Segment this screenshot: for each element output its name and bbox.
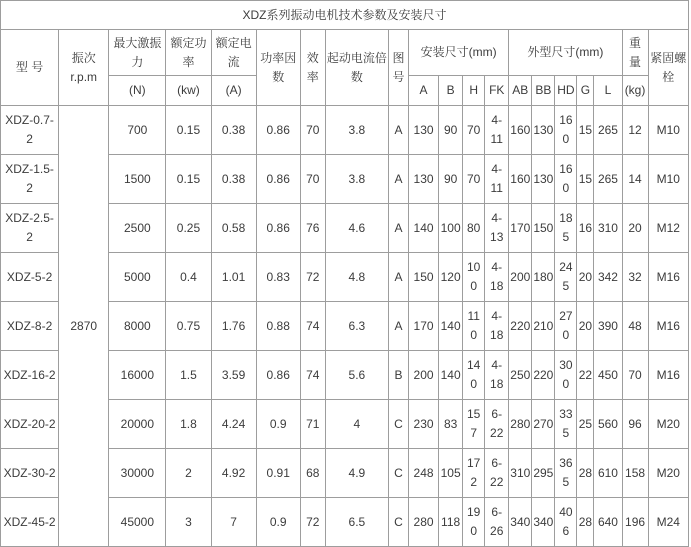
cell-weight-kg: 48 bbox=[622, 302, 648, 351]
cell-bolt: M16 bbox=[648, 351, 688, 400]
cell-dim-b: 105 bbox=[439, 449, 463, 498]
cell-weight-kg: 14 bbox=[622, 155, 648, 204]
cell-dim-h: 190 bbox=[463, 498, 485, 547]
cell-dim-ab: 220 bbox=[509, 302, 532, 351]
cell-current-a: 1.01 bbox=[211, 253, 256, 302]
col-header-dim-a: A bbox=[409, 76, 439, 106]
cell-force-n: 5000 bbox=[109, 253, 166, 302]
col-header-weight: 重量 bbox=[622, 30, 648, 76]
rpm-label: 振次 bbox=[71, 50, 96, 65]
cell-start-current-ratio: 4.9 bbox=[325, 449, 388, 498]
cell-dim-hd: 270 bbox=[555, 302, 577, 351]
cell-figure-no: A bbox=[388, 302, 408, 351]
cell-efficiency: 70 bbox=[300, 106, 325, 155]
cell-dim-h: 70 bbox=[463, 155, 485, 204]
cell-dim-a: 200 bbox=[409, 351, 439, 400]
cell-weight-kg: 96 bbox=[622, 400, 648, 449]
col-header-bolt: 紧固螺栓 bbox=[648, 30, 688, 106]
cell-figure-no: A bbox=[388, 106, 408, 155]
cell-force-n: 20000 bbox=[109, 400, 166, 449]
cell-dim-b: 83 bbox=[439, 400, 463, 449]
cell-power-kw: 2 bbox=[166, 449, 211, 498]
cell-power-factor: 0.83 bbox=[256, 253, 300, 302]
cell-weight-kg: 158 bbox=[622, 449, 648, 498]
cell-dim-l: 450 bbox=[594, 351, 622, 400]
col-header-dim-b: B bbox=[439, 76, 463, 106]
cell-dim-fk: 6-26 bbox=[485, 498, 509, 547]
cell-dim-ab: 160 bbox=[509, 106, 532, 155]
col-header-dim-hd: HD bbox=[555, 76, 577, 106]
cell-figure-no: A bbox=[388, 204, 408, 253]
cell-model: XDZ-30-2 bbox=[1, 449, 59, 498]
cell-current-a: 4.24 bbox=[211, 400, 256, 449]
cell-force-n: 45000 bbox=[109, 498, 166, 547]
cell-dim-bb: 210 bbox=[532, 302, 555, 351]
cell-efficiency: 71 bbox=[300, 400, 325, 449]
cell-model: XDZ-2.5-2 bbox=[1, 204, 59, 253]
col-header-power-unit: (kw) bbox=[166, 76, 211, 106]
cell-figure-no: A bbox=[388, 253, 408, 302]
cell-dim-fk: 6-22 bbox=[485, 400, 509, 449]
cell-figure-no: B bbox=[388, 351, 408, 400]
cell-dim-hd: 365 bbox=[555, 449, 577, 498]
cell-dim-bb: 150 bbox=[532, 204, 555, 253]
cell-force-n: 16000 bbox=[109, 351, 166, 400]
cell-dim-ab: 340 bbox=[509, 498, 532, 547]
col-header-start-ratio: 起动电流倍数 bbox=[325, 30, 388, 106]
cell-current-a: 3.59 bbox=[211, 351, 256, 400]
cell-power-factor: 0.91 bbox=[256, 449, 300, 498]
cell-dim-ab: 280 bbox=[509, 400, 532, 449]
cell-power-kw: 1.5 bbox=[166, 351, 211, 400]
cell-power-kw: 0.15 bbox=[166, 106, 211, 155]
cell-figure-no: C bbox=[388, 498, 408, 547]
cell-dim-fk: 6-22 bbox=[485, 449, 509, 498]
cell-dim-bb: 180 bbox=[532, 253, 555, 302]
cell-dim-h: 80 bbox=[463, 204, 485, 253]
cell-dim-g: 25 bbox=[577, 400, 594, 449]
cell-dim-a: 140 bbox=[409, 204, 439, 253]
cell-power-factor: 0.86 bbox=[256, 351, 300, 400]
cell-dim-b: 140 bbox=[439, 302, 463, 351]
cell-power-factor: 0.9 bbox=[256, 400, 300, 449]
col-header-dim-l: L bbox=[594, 76, 622, 106]
col-header-power-factor: 功率因数 bbox=[256, 30, 300, 106]
cell-force-n: 1500 bbox=[109, 155, 166, 204]
cell-power-kw: 3 bbox=[166, 498, 211, 547]
cell-current-a: 0.38 bbox=[211, 106, 256, 155]
cell-dim-b: 120 bbox=[439, 253, 463, 302]
cell-force-n: 8000 bbox=[109, 302, 166, 351]
cell-efficiency: 70 bbox=[300, 155, 325, 204]
cell-dim-hd: 300 bbox=[555, 351, 577, 400]
cell-figure-no: A bbox=[388, 155, 408, 204]
table-row bbox=[1, 106, 689, 155]
cell-dim-a: 170 bbox=[409, 302, 439, 351]
cell-dim-h: 172 bbox=[463, 449, 485, 498]
cell-efficiency: 72 bbox=[300, 253, 325, 302]
cell-current-a: 0.58 bbox=[211, 204, 256, 253]
cell-dim-hd: 335 bbox=[555, 400, 577, 449]
cell-start-current-ratio: 5.6 bbox=[325, 351, 388, 400]
cell-dim-a: 248 bbox=[409, 449, 439, 498]
cell-dim-fk: 4-11 bbox=[485, 155, 509, 204]
cell-start-current-ratio: 4.8 bbox=[325, 253, 388, 302]
cell-dim-g: 15 bbox=[577, 106, 594, 155]
col-header-efficiency: 效率 bbox=[300, 30, 325, 106]
col-header-force-unit: (N) bbox=[109, 76, 166, 106]
col-header-force: 最大激振力 bbox=[109, 30, 166, 76]
cell-dim-l: 265 bbox=[594, 106, 622, 155]
cell-dim-a: 280 bbox=[409, 498, 439, 547]
cell-start-current-ratio: 3.8 bbox=[325, 155, 388, 204]
cell-start-current-ratio: 4 bbox=[325, 400, 388, 449]
cell-weight-kg: 196 bbox=[622, 498, 648, 547]
cell-dim-bb: 270 bbox=[532, 400, 555, 449]
col-header-dim-fk: FK bbox=[485, 76, 509, 106]
cell-dim-g: 28 bbox=[577, 498, 594, 547]
col-header-rpm bbox=[59, 30, 109, 106]
title-row bbox=[1, 1, 689, 30]
cell-dim-fk: 4-18 bbox=[485, 302, 509, 351]
cell-weight-kg: 70 bbox=[622, 351, 648, 400]
cell-power-kw: 0.15 bbox=[166, 155, 211, 204]
cell-dim-g: 16 bbox=[577, 204, 594, 253]
cell-dim-b: 90 bbox=[439, 106, 463, 155]
cell-bolt: M20 bbox=[648, 449, 688, 498]
cell-efficiency: 76 bbox=[300, 204, 325, 253]
cell-dim-hd: 406 bbox=[555, 498, 577, 547]
col-header-outline-dims: 外型尺寸(mm) bbox=[509, 30, 622, 76]
col-header-mount-dims: 安装尺寸(mm) bbox=[409, 30, 509, 76]
cell-force-n: 700 bbox=[109, 106, 166, 155]
cell-dim-l: 390 bbox=[594, 302, 622, 351]
cell-dim-hd: 160 bbox=[555, 155, 577, 204]
cell-dim-g: 20 bbox=[577, 253, 594, 302]
cell-dim-l: 560 bbox=[594, 400, 622, 449]
cell-model: XDZ-5-2 bbox=[1, 253, 59, 302]
cell-dim-b: 140 bbox=[439, 351, 463, 400]
cell-dim-h: 157 bbox=[463, 400, 485, 449]
cell-dim-l: 610 bbox=[594, 449, 622, 498]
cell-power-factor: 0.88 bbox=[256, 302, 300, 351]
cell-bolt: M20 bbox=[648, 400, 688, 449]
cell-dim-l: 640 bbox=[594, 498, 622, 547]
cell-figure-no: C bbox=[388, 400, 408, 449]
cell-efficiency: 74 bbox=[300, 351, 325, 400]
col-header-power: 额定功率 bbox=[166, 30, 211, 76]
cell-current-a: 0.38 bbox=[211, 155, 256, 204]
cell-dim-fk: 4-13 bbox=[485, 204, 509, 253]
cell-dim-fk: 4-18 bbox=[485, 351, 509, 400]
cell-dim-a: 130 bbox=[409, 155, 439, 204]
cell-dim-hd: 245 bbox=[555, 253, 577, 302]
cell-rpm-value: 2870 bbox=[59, 106, 109, 547]
col-header-figure: 图号 bbox=[388, 30, 408, 106]
cell-dim-a: 150 bbox=[409, 253, 439, 302]
cell-figure-no: C bbox=[388, 449, 408, 498]
cell-bolt: M10 bbox=[648, 106, 688, 155]
col-header-dim-h: H bbox=[463, 76, 485, 106]
cell-dim-ab: 160 bbox=[509, 155, 532, 204]
cell-dim-g: 22 bbox=[577, 351, 594, 400]
cell-dim-b: 90 bbox=[439, 155, 463, 204]
col-header-weight-unit: (kg) bbox=[622, 76, 648, 106]
col-header-dim-bb: BB bbox=[532, 76, 555, 106]
cell-dim-a: 130 bbox=[409, 106, 439, 155]
cell-weight-kg: 32 bbox=[622, 253, 648, 302]
cell-power-kw: 1.8 bbox=[166, 400, 211, 449]
cell-start-current-ratio: 3.8 bbox=[325, 106, 388, 155]
cell-bolt: M16 bbox=[648, 302, 688, 351]
cell-dim-ab: 310 bbox=[509, 449, 532, 498]
cell-dim-bb: 295 bbox=[532, 449, 555, 498]
cell-weight-kg: 12 bbox=[622, 106, 648, 155]
cell-dim-g: 15 bbox=[577, 155, 594, 204]
col-header-dim-g: G bbox=[577, 76, 594, 106]
cell-efficiency: 68 bbox=[300, 449, 325, 498]
cell-force-n: 30000 bbox=[109, 449, 166, 498]
cell-model: XDZ-1.5-2 bbox=[1, 155, 59, 204]
cell-dim-fk: 4-18 bbox=[485, 253, 509, 302]
table-body bbox=[1, 106, 689, 547]
cell-current-a: 7 bbox=[211, 498, 256, 547]
cell-power-kw: 0.75 bbox=[166, 302, 211, 351]
cell-start-current-ratio: 6.5 bbox=[325, 498, 388, 547]
cell-dim-bb: 220 bbox=[532, 351, 555, 400]
cell-dim-h: 140 bbox=[463, 351, 485, 400]
cell-dim-ab: 200 bbox=[509, 253, 532, 302]
cell-force-n: 2500 bbox=[109, 204, 166, 253]
table-title: XDZ系列振动电机技术参数及安装尺寸 bbox=[1, 1, 689, 30]
cell-dim-ab: 250 bbox=[509, 351, 532, 400]
cell-weight-kg: 20 bbox=[622, 204, 648, 253]
cell-model: XDZ-16-2 bbox=[1, 351, 59, 400]
cell-dim-bb: 130 bbox=[532, 155, 555, 204]
cell-efficiency: 72 bbox=[300, 498, 325, 547]
cell-dim-hd: 185 bbox=[555, 204, 577, 253]
cell-bolt: M10 bbox=[648, 155, 688, 204]
cell-model: XDZ-0.7-2 bbox=[1, 106, 59, 155]
col-header-dim-ab: AB bbox=[509, 76, 532, 106]
cell-dim-h: 100 bbox=[463, 253, 485, 302]
cell-dim-h: 70 bbox=[463, 106, 485, 155]
cell-current-a: 4.92 bbox=[211, 449, 256, 498]
cell-power-kw: 0.25 bbox=[166, 204, 211, 253]
cell-dim-b: 100 bbox=[439, 204, 463, 253]
cell-start-current-ratio: 6.3 bbox=[325, 302, 388, 351]
cell-model: XDZ-20-2 bbox=[1, 400, 59, 449]
cell-model: XDZ-45-2 bbox=[1, 498, 59, 547]
cell-power-factor: 0.9 bbox=[256, 498, 300, 547]
cell-dim-g: 20 bbox=[577, 302, 594, 351]
cell-dim-a: 230 bbox=[409, 400, 439, 449]
col-header-current-unit: (A) bbox=[211, 76, 256, 106]
cell-dim-bb: 340 bbox=[532, 498, 555, 547]
cell-dim-fk: 4-11 bbox=[485, 106, 509, 155]
cell-current-a: 1.76 bbox=[211, 302, 256, 351]
cell-efficiency: 74 bbox=[300, 302, 325, 351]
cell-bolt: M16 bbox=[648, 253, 688, 302]
col-header-current: 额定电流 bbox=[211, 30, 256, 76]
rpm-unit: r.p.m bbox=[70, 69, 98, 84]
cell-dim-g: 28 bbox=[577, 449, 594, 498]
cell-dim-h: 110 bbox=[463, 302, 485, 351]
cell-start-current-ratio: 4.6 bbox=[325, 204, 388, 253]
cell-dim-l: 342 bbox=[594, 253, 622, 302]
cell-dim-b: 118 bbox=[439, 498, 463, 547]
cell-dim-l: 265 bbox=[594, 155, 622, 204]
cell-power-factor: 0.86 bbox=[256, 204, 300, 253]
col-header-model: 型 号 bbox=[1, 30, 59, 106]
cell-power-kw: 0.4 bbox=[166, 253, 211, 302]
cell-power-factor: 0.86 bbox=[256, 106, 300, 155]
cell-dim-ab: 170 bbox=[509, 204, 532, 253]
cell-dim-bb: 130 bbox=[532, 106, 555, 155]
cell-bolt: M12 bbox=[648, 204, 688, 253]
cell-dim-l: 310 bbox=[594, 204, 622, 253]
cell-power-factor: 0.86 bbox=[256, 155, 300, 204]
cell-dim-hd: 160 bbox=[555, 106, 577, 155]
cell-model: XDZ-8-2 bbox=[1, 302, 59, 351]
header-row-1 bbox=[1, 30, 689, 76]
cell-bolt: M24 bbox=[648, 498, 688, 547]
